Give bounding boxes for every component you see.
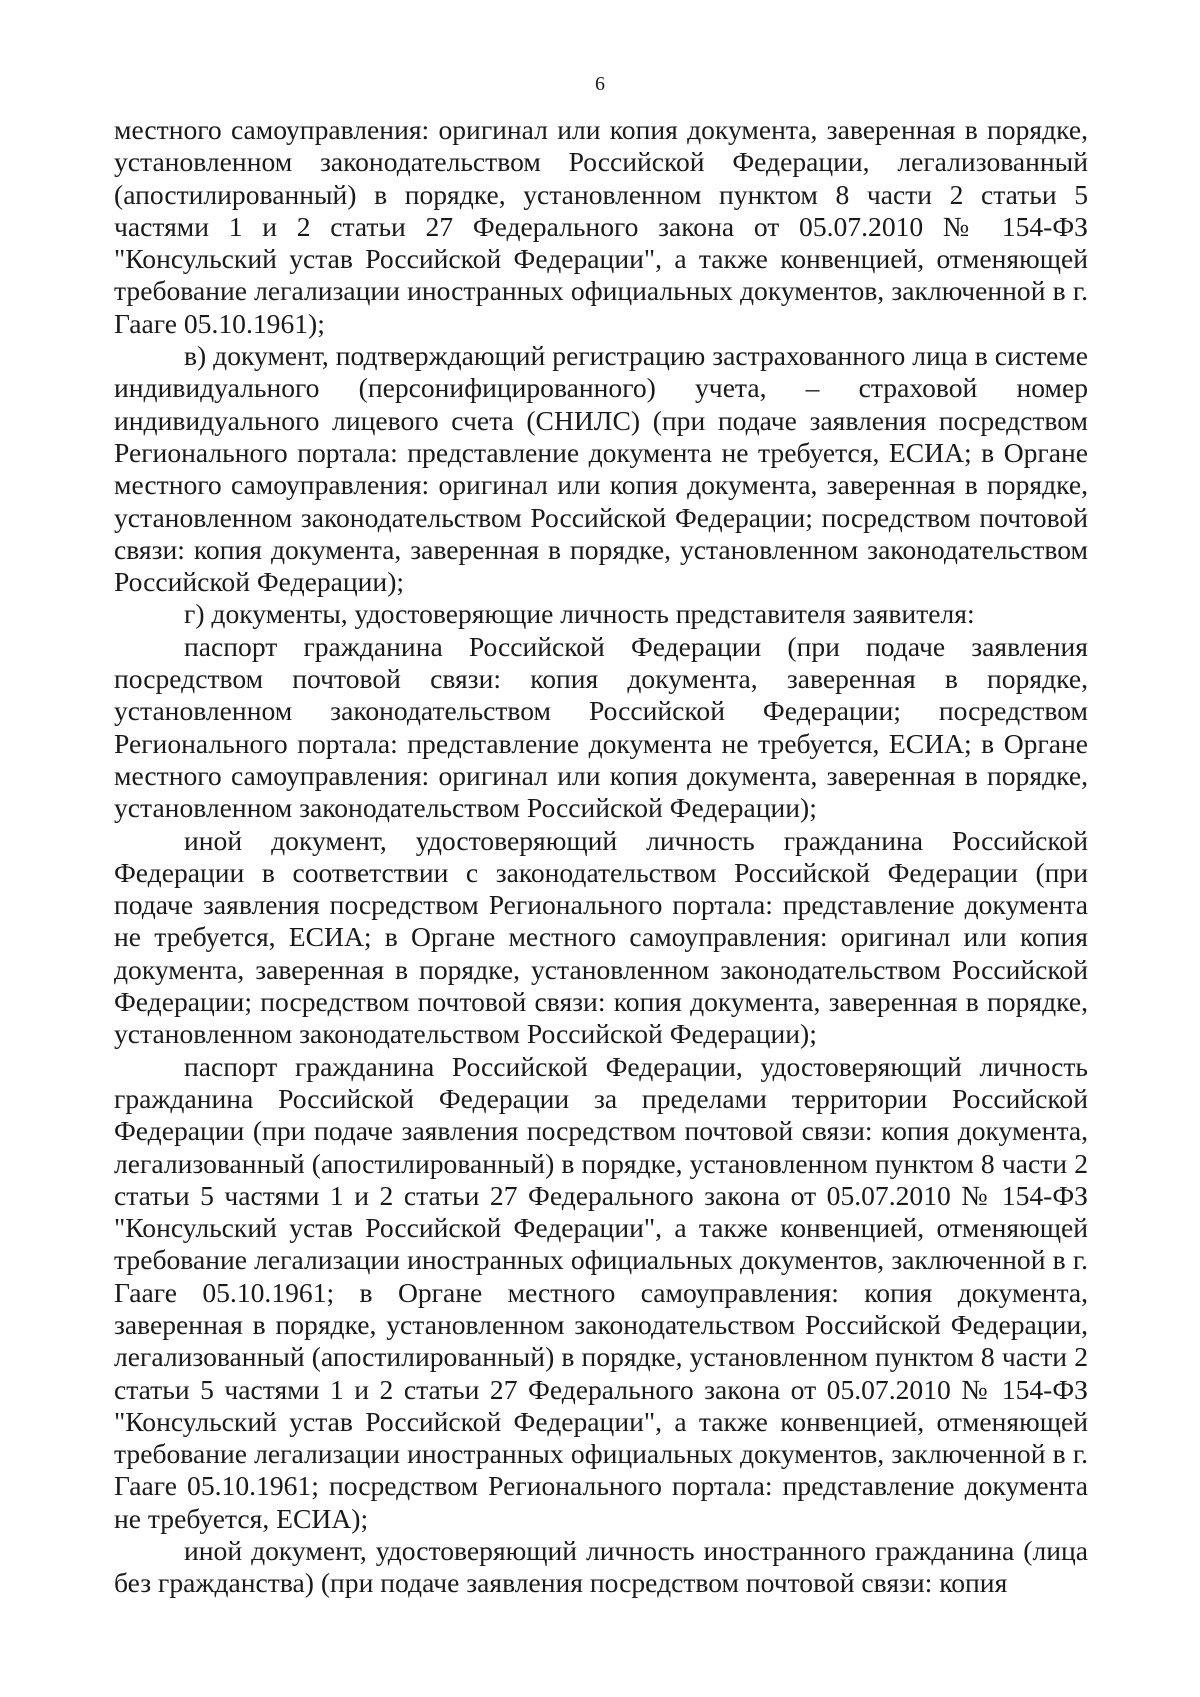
paragraph-other-id-document: иной документ, удостоверяющий личность гражданина Российской Федерации в соответствии с законодательством Российской Федерации (при подаче заявления посредством Регионального портала: представление документа не требуется, ЕСИА; в Органе местного самоуправления: оригинал или копия документа, заверенная в порядке, установленном законодательством Российской Федерации; посредством почтовой связи: копия документа, заверенная в порядке, установленном законодательством Российской Федерации); <box>114 824 1088 1050</box>
document-body <box>114 114 1088 1600</box>
paragraph-continuation: местного самоуправления: оригинал или копия документа, заверенная в порядке, установленном законодательством Российской Федерации, легализованный (апостилированный) в порядке, установленном пунктом 8 части 2 статьи 5 частями 1 и 2 статьи 27 Федерального закона от 05.07.2010 № 154-ФЗ "Консульский устав Российской Федерации", а также конвенцией, отменяющей требование легализации иностранных официальных документов, заключенной в г. Гааге 05.10.1961); <box>114 114 1088 339</box>
paragraph-passport-rf: паспорт гражданина Российской Федерации (при подаче заявления посредством почтовой связи: копия документа, заверенная в порядке, установленном законодательством Российской Федерации; посредством Регионального портала: представление документа не требуется, ЕСИА; в Органе местного самоуправления: оригинал или копия документа, заверенная в порядке, установленном законодательством Российской Федерации); <box>114 630 1088 824</box>
page-number: 6 <box>595 73 605 95</box>
paragraph-foreign-passport: паспорт гражданина Российской Федерации, удостоверяющий личность гражданина Российской Федерации за пределами территории Российской Федерации (при подаче заявления посредством почтовой связи: копия документа, легализованный (апостилированный) в порядке, установленном пунктом 8 части 2 статьи 5 частями 1 и 2 статьи 27 Федерального закона от 05.07.2010 № 154-ФЗ "Консульский устав Российской Федерации", а также конвенцией, отменяющей требование легализации иностранных официальных документов, заключенной в г. Гааге 05.10.1961; в Органе местного самоуправления: копия документа, заверенная в порядке, установленном законодательством Российской Федерации, легализованный (апостилированный) в порядке, установленном пунктом 8 части 2 статьи 5 частями 1 и 2 статьи 27 Федерального закона от 05.07.2010 № 154-ФЗ "Консульский устав Российской Федерации", а также конвенцией, отменяющей требование легализации иностранных официальных документов, заключенной в г. Гааге 05.10.1961; посредством Регионального портала: представление документа не требуется, ЕСИА); <box>114 1050 1088 1534</box>
paragraph-item-g-heading: г) документы, удостоверяющие личность представителя заявителя: <box>184 598 975 630</box>
paragraph-item-v-snils: в) документ, подтверждающий регистрацию застрахованного лица в системе индивидуального (персонифицированного) учета, – страховой номер индивидуального лицевого счета (СНИЛС) (при подаче заявления посредством Регионального портала: представление документа не требуется, ЕСИА; в Органе местного самоуправления: оригинал или копия документа, заверенная в порядке, установленном законодательством Российской Федерации; посредством почтовой связи: копия документа, заверенная в порядке, установленном законодательством Российской Федерации); <box>114 340 1088 598</box>
paragraph-foreign-citizen-id: иной документ, удостоверяющий личность иностранного гражданина (лица без гражданства) (при подаче заявления посредством почтовой связи: копия <box>114 1535 1088 1599</box>
